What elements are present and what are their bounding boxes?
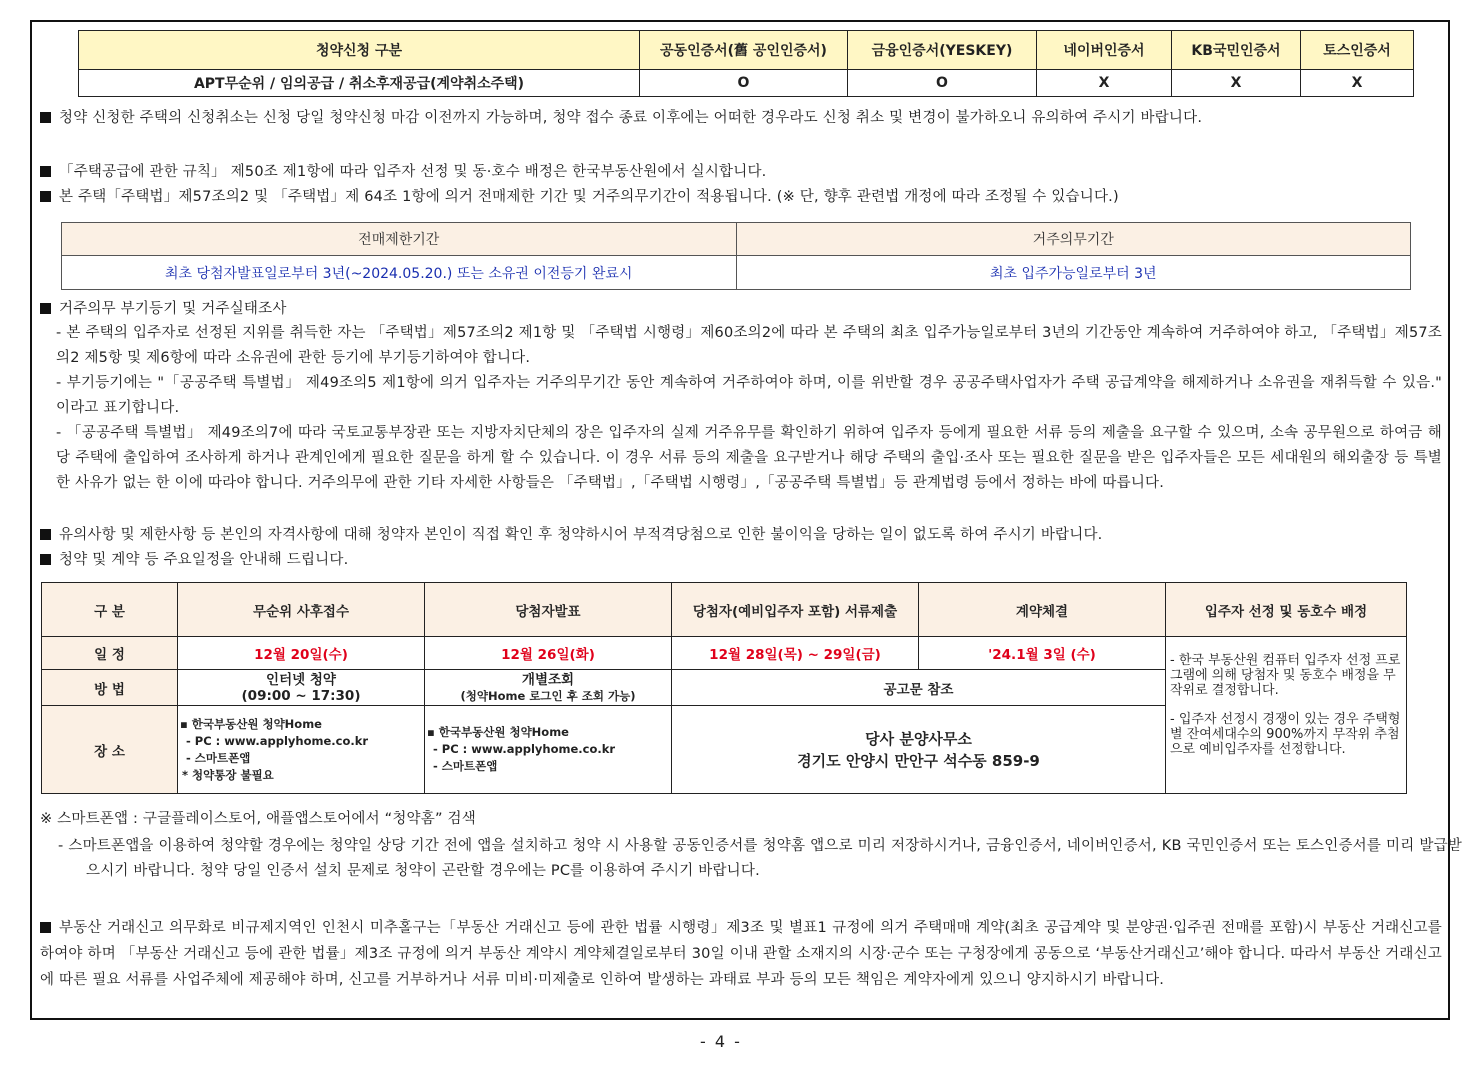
schedule-header: 무순위 사후접수 [178, 583, 425, 637]
paragraph: 부동산 거래신고 의무화로 비규제지역인 인천시 미추홀구는「부동산 거래신고 등에 관한 법률 시행령」제3조 및 별표1 규정에 의거 주택매매 계약(최초 공급계약 및 분양권·입주권 전매를 포함)시 부동산 거래신고를 하여야 하며 「부동산 거래신고 등에 관한 법률」제3조 규정에 의거 부동산 계약시 계약체결일로부터 30일 이내 관할 소재지의 시장·군수 또는 구청장에게 공동으로 ‘부동산거래신고’해야 합니다. 따라서 부동산 거래신고에 따른 필요 서류를 사업주체에 제공해야 하며, 신고를 거부하거나 서류 미비·미제출로 인하여 발생하는 과태료 부과 등의 모든 책임은 계약자에게 있으니 양지하시기 바랍니다. [40, 920, 1442, 988]
schedule-col-label: 구 분 [42, 583, 178, 637]
note-item: - 한국 부동산원 컴퓨터 입주자 선정 프로그램에 의해 당첨자 및 동호수 배정을 무작위로 결정합니다. [1170, 653, 1401, 698]
method-cell: 개별조회 (청약Home 로그인 후 조회 가능) [425, 670, 672, 706]
resale-restriction-table [61, 222, 1411, 290]
cert-header: KB국민인증서 [1172, 31, 1301, 70]
method-cell: 공고문 참조 [672, 670, 1166, 706]
place-cell: 당사 분양사무소 경기도 안양시 만안구 석수동 859-9 [672, 706, 1166, 794]
cert-cell: O [848, 70, 1037, 97]
assignment-notes [1166, 637, 1407, 794]
cert-cell: X [1301, 70, 1414, 97]
cert-header: 금융인증서(YESKEY) [848, 31, 1037, 70]
list-item: - 본 주택의 입주자로 선정된 지위를 취득한 자는 「주택법」제57조의2 제1항 및 「주택법 시행령」제60조의2에 따라 본 주택의 최초 입주가능일로부터 3년의 기간동안 계속하여 거주하여야 하고, 「주택법」제57조의2 제5항 및 제6항에 따라 소유권에 관한 등기에 부기등기하여야 합니다. [56, 325, 1442, 366]
date-cell: 12월 26일(화) [425, 637, 672, 670]
smartphone-detail: - 스마트폰앱을 이용하여 청약할 경우에는 청약일 상당 기간 전에 앱을 설치하고 청약 시 사용할 공동인증서를 청약홈 앱으로 미리 저장하시거나, 금융인증서, 네이버인증서, KB 국민인증서 또는 토스인증서를 미리 발급받으시기 바랍니다. 청약 당일 인증서 설치 문제로 청약이 곤란할 경우에는 PC를 이용하여 주시기 바랍니다. [58, 838, 1462, 879]
bullet-square-icon [40, 303, 51, 314]
paragraph: 유의사항 및 제한사항 등 본인의 자격사항에 대해 청약자 본인이 직접 확인 후 청약하시어 부적격당첨으로 인한 불이익을 당하는 일이 없도록 하여 주시기 바랍니다. [40, 523, 1442, 548]
cert-cell: X [1037, 70, 1172, 97]
schedule-header: 당첨자발표 [425, 583, 672, 637]
method-cell: 인터넷 청약 (09:00 ~ 17:30) [178, 670, 425, 706]
row-label-place: 장 소 [42, 706, 178, 794]
page-number: - 4 - [700, 1032, 742, 1051]
cert-cell: O [640, 70, 848, 97]
section-heading: 거주의무 부기등기 및 거주실태조사 [40, 297, 1442, 322]
bullet-square-icon [40, 922, 51, 933]
row-label-date: 일 정 [42, 637, 178, 670]
cert-header: 청약신청 구분 [79, 31, 640, 70]
certificate-table [78, 30, 1414, 97]
list-item: - 부기등기에는 "「공공주택 특별법」 제49조의5 제1항에 의거 입주자는 거주의무기간 동안 계속하여 거주하여야 하며, 이를 위반할 경우 공공주택사업자가 주택 공급계약을 해제하거나 소유권을 재취득할 수 있음." 이라고 표기합니다. [56, 375, 1442, 416]
resale-value: 최초 당첨자발표일로부터 3년(~2024.05.20.) 또는 소유권 이전등기 완료시 [62, 256, 737, 290]
date-cell: 12월 20일(수) [178, 637, 425, 670]
cert-header: 공동인증서(舊 공인인증서) [640, 31, 848, 70]
paragraph: 청약 신청한 주택의 신청취소는 신청 당일 청약신청 마감 이전까지 가능하며, 청약 접수 종료 이후에는 어떠한 경우라도 신청 취소 및 변경이 불가하오니 유의하여 주시기 바랍니다. [40, 106, 1442, 131]
paragraph: 청약 및 계약 등 주요일정을 안내해 드립니다. [40, 548, 1442, 573]
bullet-square-icon [40, 529, 51, 540]
bullet-square-icon [40, 191, 51, 202]
cert-cell: APT무순위 / 임의공급 / 취소후재공급(계약취소주택) [79, 70, 640, 97]
row-label-method: 방 법 [42, 670, 178, 706]
resale-value: 최초 입주가능일로부터 3년 [736, 256, 1411, 290]
bullet-square-icon [40, 166, 51, 177]
resale-header: 전매제한기간 [62, 223, 737, 256]
bullet-square-icon [40, 554, 51, 565]
schedule-table [41, 582, 1407, 794]
date-cell: 12월 28일(목) ~ 29일(금) [672, 637, 919, 670]
cert-cell: X [1172, 70, 1301, 97]
cert-header: 네이버인증서 [1037, 31, 1172, 70]
resale-header: 거주의무기간 [736, 223, 1411, 256]
list-item: - 「공공주택 특별법」 제49조의7에 따라 국토교통부장관 또는 지방자치단체의 장은 입주자의 실제 거주유무를 확인하기 위하여 입주자 등에게 필요한 서류 등의 제출을 요구할 수 있으며, 소속 공무원으로 하여금 해당 주택에 출입하여 조사하게 하거나 관계인에게 필요한 질문을 하게 할 수 있습니다. 이 경우 서류 등의 제출을 요구받거나 해당 주택의 출입·조사 또는 필요한 질문을 받은 입주자들은 모든 세대원의 해외출장 등 특별한 사유가 없는 한 이에 따라야 합니다. 거주의무에 관한 기타 자세한 사항들은 「주택법」,「주택법 시행령」,「공공주택 특별법」등 관계법령 등에서 정하는 바에 따릅니다. [56, 425, 1442, 491]
bullet-square-icon [40, 112, 51, 123]
place-cell: ▪ 한국부동산원 청약Home - PC : www.applyhome.co.kr - 스마트폰앱 [425, 706, 672, 794]
paragraph: 본 주택「주택법」제57조의2 및 「주택법」제 64조 1항에 의거 전매제한 기간 및 거주의무기간이 적용됩니다. (※ 단, 향후 관련법 개정에 따라 조정될 수 있습니다.) [40, 185, 1442, 210]
place-cell: ▪ 한국부동산원 청약Home - PC : www.applyhome.co.kr - 스마트폰앱 * 청약통장 불필요 [178, 706, 425, 794]
schedule-header: 당첨자(예비입주자 포함) 서류제출 [672, 583, 919, 637]
cert-header: 토스인증서 [1301, 31, 1414, 70]
smartphone-note: ※ 스마트폰앱 : 구글플레이스토어, 애플앱스토어에서 “청약홈” 검색 [40, 811, 476, 827]
schedule-header: 입주자 선정 및 동호수 배정 [1166, 583, 1407, 637]
schedule-header: 계약체결 [919, 583, 1166, 637]
date-cell: '24.1월 3일 (수) [919, 637, 1166, 670]
paragraph: 「주택공급에 관한 규칙」 제50조 제1항에 따라 입주자 선정 및 동·호수 배정은 한국부동산원에서 실시합니다. [40, 160, 1442, 185]
note-item: - 입주자 선정시 경쟁이 있는 경우 주택형별 잔여세대수의 900%까지 무작위 추첨으로 예비입주자를 선정합니다. [1170, 712, 1401, 757]
